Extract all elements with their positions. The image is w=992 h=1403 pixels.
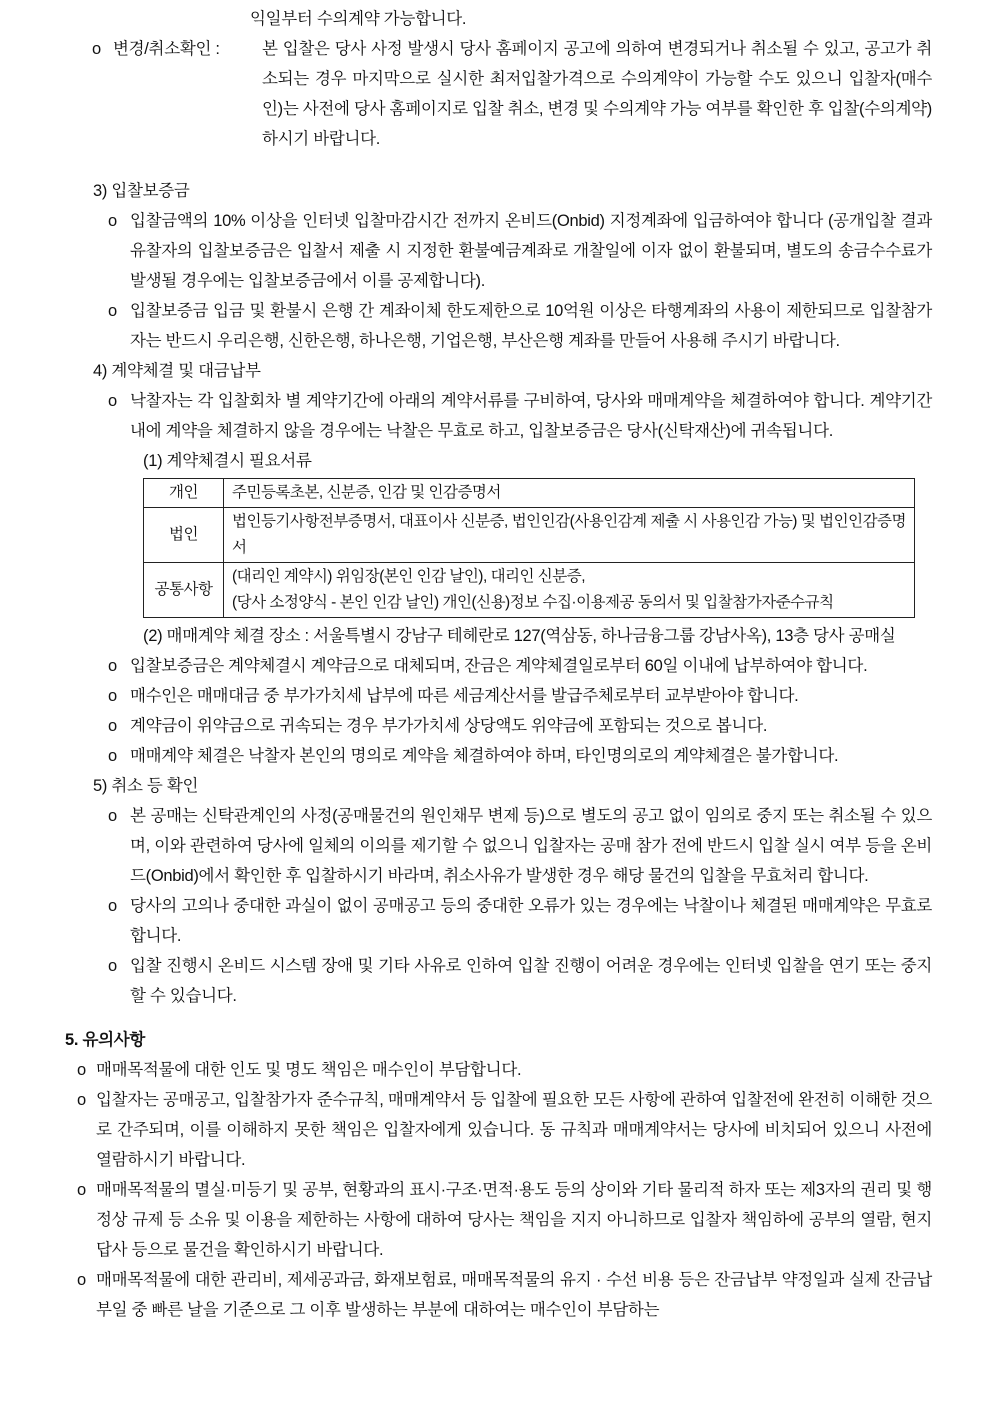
circle-bullet-icon: o <box>108 717 117 735</box>
table-row <box>144 563 915 618</box>
circle-bullet-icon: o <box>108 807 117 825</box>
cancel-item <box>108 951 932 1011</box>
table-row <box>144 508 915 563</box>
change-cancel-text: 본 입찰은 당사 사정 발생시 당사 홈페이지 공고에 의하여 변경되거나 취소될 수 있고, 공고가 취소되는 경우 마지막으로 실시한 최저입찰가격으로 수의계약이 가능할 수도 있으니 입찰자(매수인)는 사전에 당사 홈페이지로 입찰 취소, 변경 및 수의계약 가능 여부를 확인한 후 입찰(수의계약)하시기 바랍니다. <box>262 40 932 148</box>
row-content-line: 법인등기사항전부증명서, 대표이사 신분증, 법인인감(사용인감계 제출 시 사용인감 가능) 및 법인인감증명서 <box>232 513 906 556</box>
table-row <box>144 479 915 508</box>
contract-lead-text: 낙찰자는 각 입찰회차 별 계약기간에 아래의 계약서류를 구비하여, 당사와 매매계약을 체결하여야 합니다. 계약기간 내에 계약을 체결하지 않을 경우에는 낙찰은 무효로 하고, 입찰보증금은 당사(신탁재산)에 귀속됩니다. <box>130 392 932 440</box>
row-content-line: 주민등록초본, 신분증, 인감 및 인감증명서 <box>232 484 501 501</box>
deposit-item <box>108 206 932 296</box>
notes-item-text: 매매목적물의 멸실·미등기 및 공부, 현황과의 표시·구조·면적·용도 등의 상이와 기타 물리적 하자 또는 제3자의 권리 및 행정상 규제 등 소유 및 이용을 제한하는 사항에 대하여 당사는 책임을 지지 아니하므로 입찰자 책임하에 공부의 열람, 현지 답사 등으로 물건을 확인하시기 바랍니다. <box>96 1181 932 1259</box>
deposit-item <box>108 296 932 356</box>
row-category: 법인 <box>144 508 224 563</box>
circle-bullet-icon: o <box>77 1091 86 1109</box>
notes-item-text: 매매목적물에 대한 관리비, 제세공과금, 화재보험료, 매매목적물의 유지 · 수선 비용 등은 잔금납부 약정일과 실제 잔금납부일 중 빠른 날을 기준으로 그 이후 발생하는 부분에 대하여는 매수인이 부담하는 <box>96 1271 932 1319</box>
contract-item-text: 매수인은 매매대금 중 부가가치세 납부에 따른 세금계산서를 발급주체로부터 교부받아야 합니다. <box>130 687 799 705</box>
change-cancel-label: 변경/취소확인 : <box>113 40 220 58</box>
notes-item-text: 입찰자는 공매공고, 입찰참가자 준수규칙, 매매계약서 등 입찰에 필요한 모든 사항에 관하여 입찰전에 완전히 이해한 것으로 간주되며, 이를 이해하지 못한 책임은 입찰자에게 있습니다. 동 규칙과 매매계약서는 당사에 비치되어 있으니 사전에 열람하시기 바랍니다. <box>96 1091 932 1169</box>
notes-item <box>77 1265 932 1325</box>
cancel-item-text: 입찰 진행시 온비드 시스템 장애 및 기타 사유로 인하여 입찰 진행이 어려운 경우에는 인터넷 입찰을 연기 또는 중지할 수 있습니다. <box>130 957 932 1005</box>
notes-item <box>77 1055 932 1085</box>
row-content <box>224 479 915 508</box>
section-deposit-heading: 3) 입찰보증금 <box>93 182 190 200</box>
circle-bullet-icon: o <box>77 1181 86 1199</box>
section-cancel-heading: 5) 취소 등 확인 <box>93 777 199 795</box>
cancel-item <box>108 801 932 891</box>
circle-bullet-icon: o <box>108 687 117 705</box>
contract-item-text: 입찰보증금은 계약체결시 계약금으로 대체되며, 잔금은 계약체결일로부터 60일 이내에 납부하여야 합니다. <box>130 657 868 675</box>
contract-item-text: 계약금이 위약금으로 귀속되는 경우 부가가치세 상당액도 위약금에 포함되는 것으로 봅니다. <box>130 717 768 735</box>
contract-lead-item <box>108 386 932 446</box>
intro-continuation-line: 익일부터 수의계약 가능합니다. <box>250 10 467 28</box>
required-documents-subtitle: (1) 계약체결시 필요서류 <box>143 452 312 470</box>
contract-item <box>108 681 932 711</box>
notes-item <box>77 1085 932 1175</box>
circle-bullet-icon: o <box>108 302 117 320</box>
row-content-line: (대리인 계약시) 위임장(본인 인감 날인), 대리인 신분증, <box>232 568 586 585</box>
notes-item-text: 매매목적물에 대한 인도 및 명도 책임은 매수인이 부담합니다. <box>96 1061 522 1079</box>
circle-bullet-icon: o <box>77 1271 86 1289</box>
row-category: 개인 <box>144 479 224 508</box>
row-content-line: (당사 소정양식 - 본인 인감 날인) 개인(신용)정보 수집·이용제공 동의서 및 입찰참가자준수규칙 <box>232 594 834 611</box>
circle-bullet-icon: o <box>108 957 117 975</box>
row-content <box>224 563 915 618</box>
required-documents-table <box>143 478 915 618</box>
circle-bullet-icon: o <box>108 657 117 675</box>
contract-item-text: 매매계약 체결은 낙찰자 본인의 명의로 계약을 체결하여야 하며, 타인명의로의 계약체결은 불가합니다. <box>130 747 839 765</box>
notes-item <box>77 1175 932 1265</box>
deposit-item-text: 입찰보증금 입금 및 환불시 은행 간 계좌이체 한도제한으로 10억원 이상은 타행계좌의 사용이 제한되므로 입찰참가자는 반드시 우리은행, 신한은행, 하나은행, 기업은행, 부산은행 계좌를 만들어 사용해 주시기 바랍니다. <box>130 302 932 350</box>
contract-place-subtitle: (2) 매매계약 체결 장소 : 서울특별시 강남구 테헤란로 127(역삼동, 하나금융그룹 강남사옥), 13층 당사 공매실 <box>143 627 896 645</box>
contract-item <box>108 741 932 771</box>
circle-bullet-icon: o <box>108 392 117 410</box>
row-content <box>224 508 915 563</box>
notes-section-heading: 5. 유의사항 <box>65 1031 146 1049</box>
cancel-item-text: 당사의 고의나 중대한 과실이 없이 공매공고 등의 중대한 오류가 있는 경우에는 낙찰이나 체결된 매매계약은 무효로 합니다. <box>130 897 932 945</box>
cancel-item-text: 본 공매는 신탁관계인의 사정(공매물건의 원인채무 변제 등)으로 별도의 공고 없이 임의로 중지 또는 취소될 수 있으며, 이와 관련하여 당사에 일체의 이의를 제기할 수 없으니 입찰자는 공매 참가 전에 반드시 입찰 실시 여부 등을 온비드(Onbid)에서 확인한 후 입찰하시기 바라며, 취소사유가 발생한 경우 해당 물건의 입찰을 무효처리 합니다. <box>130 807 932 885</box>
circle-bullet-icon: o <box>108 212 117 230</box>
circle-bullet-icon: o <box>108 897 117 915</box>
section-contract-heading: 4) 계약체결 및 대금납부 <box>93 362 261 380</box>
contract-item <box>108 651 932 681</box>
row-category: 공통사항 <box>144 563 224 618</box>
change-cancel-item <box>92 34 932 154</box>
contract-item <box>108 711 932 741</box>
circle-bullet-icon: o <box>77 1061 86 1079</box>
circle-bullet-icon: o <box>92 40 101 58</box>
deposit-item-text: 입찰금액의 10% 이상을 인터넷 입찰마감시간 전까지 온비드(Onbid) 지정계좌에 입금하여야 합니다 (공개입찰 결과 유찰자의 입찰보증금은 입찰서 제출 시 지정한 환불예금계좌로 개찰일에 이자 없이 환불되며, 별도의 송금수수료가 발생될 경우에는 입찰보증금에서 이를 공제합니다). <box>130 212 932 290</box>
circle-bullet-icon: o <box>108 747 117 765</box>
cancel-item <box>108 891 932 951</box>
